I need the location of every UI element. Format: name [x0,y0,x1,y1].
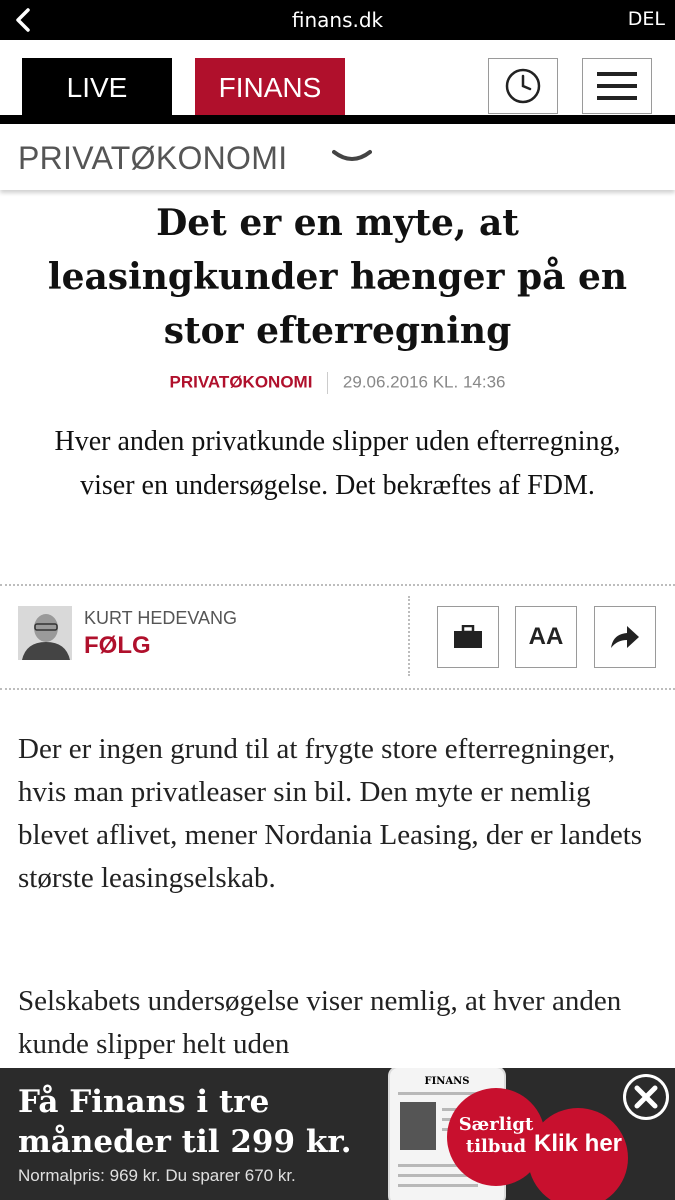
article-category-link[interactable]: PRIVATØKONOMI [169,372,313,392]
tab-live[interactable]: LIVE [22,58,172,118]
browser-bar [0,0,675,40]
ad-headline-line-2: måneder til 299 kr. [18,1124,352,1160]
ad-click-here-button[interactable]: Klik her [528,1108,628,1200]
divider-bottom [0,688,675,690]
article-headline: Det er en myte, at leasingkunder hænger på en stor efterregning [47,202,628,352]
font-size-icon: AA [528,623,564,650]
section-nav[interactable] [0,124,675,190]
briefcase-icon [453,625,483,649]
font-size-button[interactable] [515,606,577,668]
share-arrow-icon [609,624,641,650]
body-paragraph-2: Selskabets undersøgelse viser nemlig, at hver anden kunde slipper helt uden [18,985,622,1060]
ad-tablet-logo: FINANS [424,1076,470,1087]
article-meta [0,372,675,394]
save-article-button[interactable] [437,606,499,668]
article-date: 29.06.2016 KL. 14:36 [342,372,506,392]
site-header [0,40,675,124]
hamburger-menu-icon [597,71,637,101]
meta-divider [327,372,328,394]
author-avatar[interactable] [18,606,72,660]
subscription-ad-banner[interactable] [0,1068,675,1200]
article-lead: Hver anden privatkunde slipper uden efterregning, viser en undersøgelse. Det bekræftes af FDM. [54,426,621,501]
url-label: finans.dk [291,8,384,32]
ad-close-button[interactable] [623,1074,669,1120]
ad-headline-line-1: Få Finans i tre [18,1084,270,1120]
section-label: PRIVATØKONOMI [18,140,288,176]
toolbar-divider [408,596,410,676]
ad-price-note: Normalpris: 969 kr. Du sparer 670 kr. [18,1166,296,1185]
author-toolbar [0,584,675,688]
clock-icon [504,67,542,105]
close-icon [623,1074,669,1120]
ad-tablet-photo [400,1102,436,1150]
latest-news-button[interactable] [488,58,558,114]
tab-finans[interactable]: FINANS [195,58,345,118]
chevron-down-icon[interactable] [332,148,372,166]
menu-button[interactable] [582,58,652,114]
share-button[interactable]: DEL [627,8,665,30]
author-photo-icon [18,606,72,660]
follow-button[interactable]: FØLG [84,632,151,659]
ad-offer-badge: Særligt tilbud [447,1088,545,1186]
share-article-button[interactable] [594,606,656,668]
body-paragraph-1: Der er ingen grund til at frygte store efterregninger, hvis man privatleaser sin bil. Den myte er nemlig blevet aflivet, mener Nordania Leasing, der er landets største leasingselskab. [18,733,643,894]
ad-tablet-line [398,1184,478,1187]
author-name[interactable]: KURT HEDEVANG [84,608,238,628]
header-rule [0,115,675,124]
